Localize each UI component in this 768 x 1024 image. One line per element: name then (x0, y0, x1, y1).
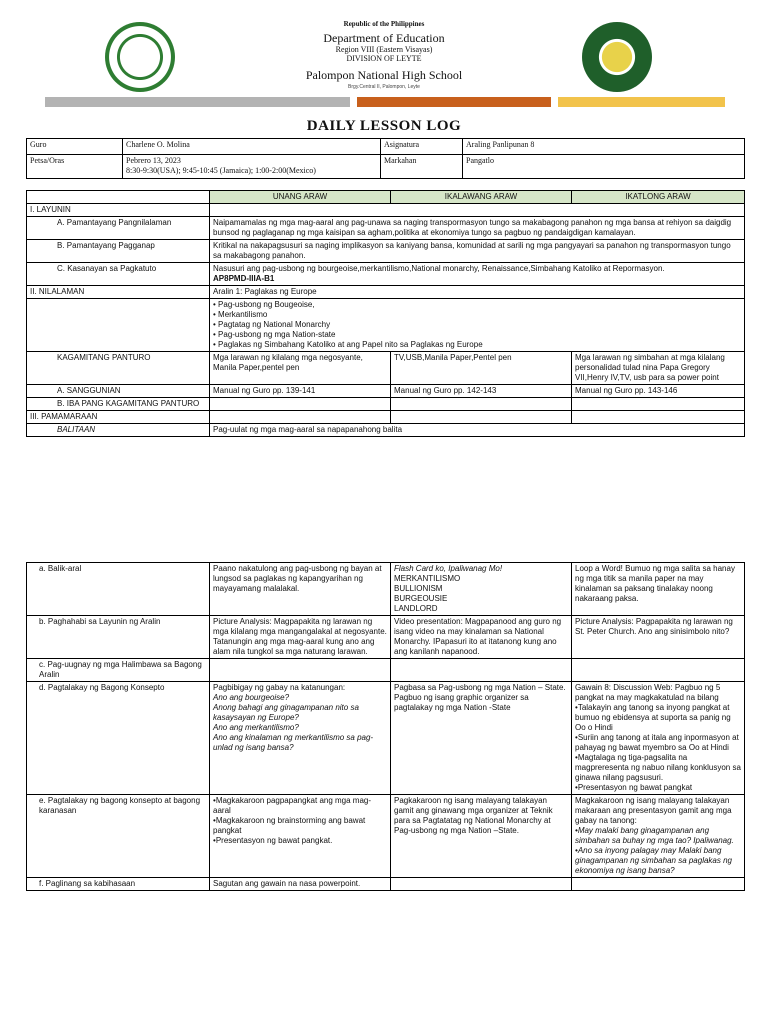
sanggunian-day2: Manual ng Guro pp. 142-143 (391, 385, 572, 398)
guro-value: Charlene O. Molina (123, 139, 381, 155)
sanggunian-day3: Manual ng Guro pp. 143-146 (572, 385, 745, 398)
department-line: Department of Education (323, 31, 445, 45)
col-header-1: UNANG ARAW (210, 191, 391, 204)
markahan-value: Pangatlo (463, 155, 745, 179)
paghahabi-label: b. Paghahabi sa Layunin ng Aralin (27, 616, 210, 659)
corner-cell (27, 191, 210, 204)
empty-cell (27, 299, 210, 352)
lesson-table-2 (26, 562, 745, 891)
empty-cell (572, 659, 745, 682)
list-item: BULLIONISM (394, 584, 443, 593)
markahan-label: Markahan (381, 155, 463, 179)
balik-aral-label: a. Balik-aral (27, 563, 210, 616)
empty-cell (572, 878, 745, 891)
pagtalakay-e-day2: Pagkakaroon ng isang malayang talakayan gamit ang ginawang mga organizer at Teknik para sa Pagtatatag ng National Monarchy at Pag-usbong ng mga Nation –State. (391, 795, 572, 878)
balitaan-text: Pag-uulat ng mga mag-aaral sa napapanahong balita (210, 424, 745, 437)
col-header-2: IKALAWANG ARAW (391, 191, 572, 204)
list-item: • Merkantilismo (213, 310, 741, 320)
asignatura-label: Asignatura (381, 139, 463, 155)
pamamaraan-heading: III. PAMAMARAAN (27, 411, 210, 424)
asignatura-value: Araling Panlipunan 8 (463, 139, 745, 155)
list-item: • Magkakaroon ng brainstorming ang bawat pangkat (213, 816, 387, 836)
petsa-label: Petsa/Oras (27, 155, 123, 179)
school-address: Brgy.Central II, Palompon, Leyte (348, 84, 420, 90)
kagamitan-label: KAGAMITANG PANTURO (27, 352, 210, 385)
paghahabi-day2: Video presentation: Magpapanood ang guro ng isang video na may kinalaman sa National Monarchy. IPapasuri ito at itatanong kung ano ang kanilanh napanood. (391, 616, 572, 659)
guide-question: Ano ang merkantilismo? (213, 723, 299, 732)
pagtalakay-e-label: e. Pagtalakay ng bagong konsepto at bagong karanasan (27, 795, 210, 878)
school-name: Palompon National High School (305, 68, 463, 82)
flashcard-title: Flash Card ko, Ipaliwanag Mo! (394, 564, 503, 573)
orange-bar (357, 97, 551, 107)
list-item: • Pag-usbong ng mga Nation-state (213, 330, 741, 340)
kasanayan-line: Nasusuri ang pag-usbong ng bourgeoise,merkantilismo,National monarchy, Renaissance,Simbahang Katoliko at Repormasyon. (213, 264, 665, 273)
pagganap-label: B. Pamantayang Pagganap (27, 240, 210, 263)
pagtalakay-e-day3 (572, 795, 745, 878)
sanggunian-day1: Manual ng Guro pp. 139-141 (210, 385, 391, 398)
balitaan-label: BALITAAN (27, 424, 210, 437)
kasanayan-text (210, 263, 745, 286)
empty-cell (210, 411, 391, 424)
pagtalakay-label: d. Pagtalakay ng Bagong Konsepto (27, 682, 210, 795)
nilalaman-heading: II. NILALAMAN (27, 286, 210, 299)
guide-question: Ano ang bourgeoise? (213, 693, 290, 702)
petsa-value (123, 155, 381, 179)
col-header-3: IKATLONG ARAW (572, 191, 745, 204)
iba-label: B. IBA PANG KAGAMITANG PANTURO (27, 398, 210, 411)
petsa-date: Pebrero 13, 2023 (126, 156, 181, 165)
yellow-bar (558, 97, 725, 107)
nilalaman-list (210, 299, 745, 352)
empty-cell (391, 878, 572, 891)
list-item: • Suriin ang tanong at itala ang inpormasyon at pahayag ng bawat myembro sa Oo at Hindi (575, 733, 741, 753)
list-item: • Pag-usbong ng Bougeoise, (213, 300, 741, 310)
list-item: MERKANTILISMO (394, 574, 461, 583)
list-item: • Presentasyon ng bawat pangkat. (213, 836, 387, 846)
balik-aral-day2 (391, 563, 572, 616)
guro-label: Guro (27, 139, 123, 155)
empty-cell (391, 659, 572, 682)
kagamitan-day3: Mga larawan ng simbahan at mga kilalang personalidad tulad nina Papa Gregory VII,Henry IV,TV, usb para sa power point (572, 352, 745, 385)
pagtalakay-day2: Pagbasa sa Pag-usbong ng mga Nation – State. Pagbuo ng isang graphic organizer sa pagtalakay ng mga Nation -State (391, 682, 572, 795)
kasanayan-code: AP8PMD-IIIA-B1 (213, 274, 275, 283)
page-title: DAILY LESSON LOG (306, 118, 462, 134)
pag-uugnay-label: c. Pag-uugnay ng mga Halimbawa sa Bagong Aralin (27, 659, 210, 682)
list-item: BURGEOUSIE (394, 594, 448, 603)
list-item: • Presentasyon ng bawat pangkat (575, 783, 741, 793)
pangnilalaman-label: A. Pamantayang Pangnilalaman (27, 217, 210, 240)
letterhead (0, 0, 768, 118)
pagtalakay-day3 (572, 682, 745, 795)
empty-cell (572, 411, 745, 424)
guide-intro: Pagbibigay ng gabay na katanungan: (213, 683, 346, 692)
paghahabi-day3: Picture Analysis: Pagpapakita ng larawan ng St. Peter Church. Ano ang sinisimbolo nito? (572, 616, 745, 659)
guide-question: Anong bahagi ang ginagampanan nito sa kasaysayan ng Europe? (213, 703, 359, 722)
kasanayan-label: C. Kasanayan sa Pagkatuto (27, 263, 210, 286)
petsa-times: 8:30-9:30(USA); 9:45-10:45 (Jamaica); 1:00-2:00(Mexico) (126, 166, 316, 175)
pangnilalaman-text: Naipamamalas ng mga mag-aaral ang pag-unawa sa naging transpormasyon tungo sa makabagong panahon ng mga bansa at rehiyon sa daigdig bunsod ng paglaganap ng mga kaisipan sa agham,politika at ekonomiya tungo sa pagbuo ng pandaigdigan kamalayan. (210, 217, 745, 240)
paglinang-label: f. Paglinang sa kabihasaan (27, 878, 210, 891)
kagamitan-day2: TV,USB,Manila Paper,Pentel pen (391, 352, 572, 385)
color-bars (45, 97, 725, 107)
list-item: • May malaki bang ginagampanan ang simbahan sa buhay ng mga tao? Ipaliwanag. (575, 826, 741, 846)
empty-cell (210, 204, 745, 217)
list-item: • Paglakas ng Simbahang Katoliko at ang Papel nito sa Paglakas ng Europe (213, 340, 741, 350)
kagamitan-day1: Mga larawan ng kilalang mga negosyante, Manila Paper,pentel pen (210, 352, 391, 385)
pagtalakay-day1 (210, 682, 391, 795)
info-table (26, 138, 745, 179)
sanggunian-label: A. SANGGUNIAN (27, 385, 210, 398)
layunin-heading: I. LAYUNIN (27, 204, 210, 217)
balik-aral-day3: Loop a Word! Bumuo ng mga salita sa hanay ng mga titik sa manila paper na may kinalaman sa paksang tinalakay noong nakaraang paksa. (572, 563, 745, 616)
empty-cell (572, 398, 745, 411)
lesson-table-1 (26, 190, 745, 437)
list-item: • Pagtatag ng National Monarchy (213, 320, 741, 330)
balik-aral-day1: Paano nakatulong ang pag-usbong ng bayan at lungsod sa paglakas ng kapangyarihan ng mayayamang malalakal. (210, 563, 391, 616)
gawain-intro: Gawain 8: Discussion Web: Pagbuo ng 5 pangkat na may magkakatulad na bilang (575, 683, 721, 702)
republic-line: Republic of the Philippines (343, 20, 425, 28)
nilalaman-title: Aralin 1: Paglakas ng Europe (210, 286, 745, 299)
division-line: DIVISION OF LEYTE (346, 54, 422, 63)
paglinang-day1: Sagutan ang gawain na nasa powerpoint. (210, 878, 391, 891)
list-item: • Talakayin ang tanong sa inyong pangkat at bumuo ng ebidensya at suporta sa panig ng Oo o Hindi (575, 703, 741, 733)
region-line: Region VIII (Eastern Visayas) (335, 45, 433, 54)
empty-cell (391, 411, 572, 424)
paghahabi-day1: Picture Analysis: Magpapakita ng larawan ng mga kilalang mga mangangalakal at negosyante. Tatanungin ang mga mag-aaral kung ano ang alam nila tungkol sa mga naturang larawan. (210, 616, 391, 659)
empty-cell (210, 659, 391, 682)
empty-cell (210, 398, 391, 411)
pagtalakay-e-day1 (210, 795, 391, 878)
pagganap-text: Kritikal na nakapagsusuri sa naging implikasyon sa kaniyang bansa, komunidad at sarili ng mga pangyayari sa panahon ng transpormasyon tungo sa makabagong panahon. (210, 240, 745, 263)
list-item: • Magkakaroon pagpapangkat ang mga mag-aaral (213, 796, 387, 816)
list-item: • Ano sa inyong palagay may Malaki bang ginagampanan ng simbahan sa paglakas ng ekonomiya ng isang bansa? (575, 846, 741, 876)
talakayan-intro: Magkakaroon ng isang malayang talakayan makaraan ang presentasyon gamit ang mga gabay na tanong: (575, 796, 732, 825)
guide-question: Ano ang kinalaman ng merkantilismo sa pag-unlad ng isang bansa? (213, 733, 374, 752)
empty-cell (391, 398, 572, 411)
gray-bar (45, 97, 350, 107)
list-item: • Magtalaga ng tiga-pagsalita na magpreresenta ng nabuo nilang konklusyon sa ginawa nilang pagsusuri. (575, 753, 741, 783)
list-item: LANDLORD (394, 604, 438, 613)
